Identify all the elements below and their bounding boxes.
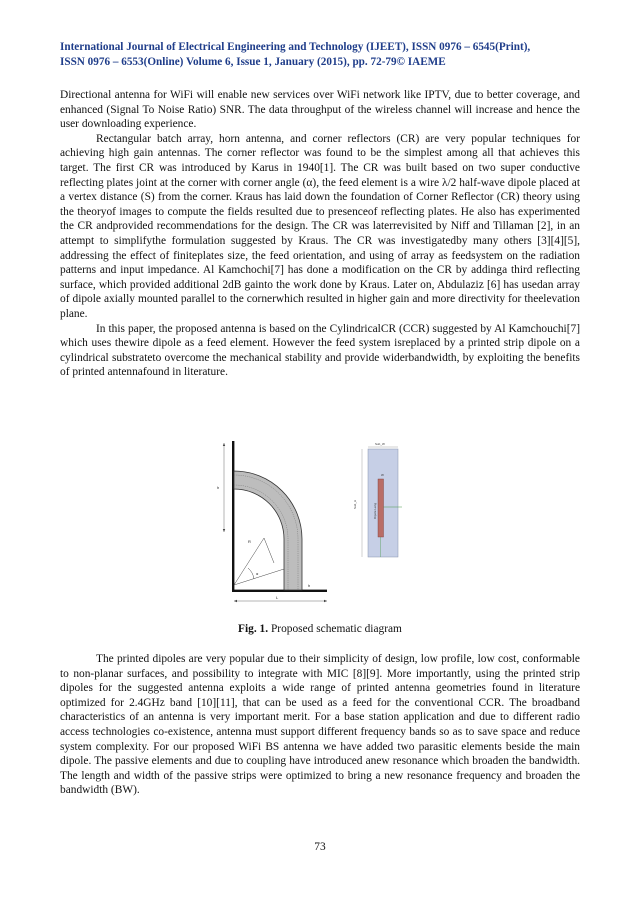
label-sub-width: Sub_W <box>375 442 385 446</box>
label-strip-width: W <box>381 473 384 477</box>
figure-caption <box>60 623 580 635</box>
schematic-svg <box>212 437 440 609</box>
radius-line <box>234 538 264 585</box>
paragraph: The printed dipoles are very popular due to their simplicity of design, low profile, low cost, conformable to non-planar surfaces, and possibility to integrate with MIC [8][9]. More importantly, using the printed strip dipoles for the suggested antenna exploits a wide range of printed antenna geometries found in literature optimized for 2.4GHz band [10][11], that can be used as a feed for the conventional CCR. The broadband characteristics of an antenna is very important merit. For a base station application and due to different radio access technologies co-existence, antenna must support different frequency bands so as to save space and reduce system complexity. For our proposed WiFi BS antenna we have added two parasitic elements beside the main dipole. The passive elements and due to coupling have introduced anew resonance which broaden the bandwidth. The length and width of the passive strips were optimized to bring a new resonance frequency and broaden the bandwidth (BW). <box>60 653 580 797</box>
label-h-bottom: h <box>308 583 311 588</box>
journal-header <box>60 40 580 70</box>
paragraph: Rectangular batch array, horn antenna, and corner reflectors (CR) are very popular techniques for achieving high gain antennas. The corner reflector was found to be the simplest among all that achieves this target. The first CR was introduced by Karus in 1940[1]. The CR was built based on two super conductive reflecting plates joint at the corner with corner angle (α), the feed element is a wire λ/2 half-wave dipole placed at a vertex distance (S) from the corner. Kraus has laid down the foundation of Corner Reflector (CR) theory using the theoryof images to compute the fields resulted due to presenceof reflecting plates. He also has experimented the CR andprovided recommendations for the design. The CR was laterrevisited by Niff and Tillaman [2], in an attempt to simplifythe formulation suggested by Kraus. The CR was investigatedby many others [3][4][5], addressing the effect of finiteplates size, the feed orientation, and using of array as feedsystem on the radiation patterns and input impedance. Al Kamchochi[7] has done a modification on the CR by addinga third reflecting surface, which provided additional 2dB gainto the work done by Kraus. Later on, Abdulaziz [6] has usedan array of dipole axially mounted parallel to the cornerwhich resulted in higher gain and more directivity for theelevation plane. <box>60 132 580 320</box>
intro-text-block <box>60 88 580 380</box>
angle-arc <box>248 568 254 579</box>
page-number: 73 <box>314 841 326 853</box>
caption-text: Proposed schematic diagram <box>270 623 402 635</box>
paragraph: Directional antenna for WiFi will enable new services over WiFi network like IPTV, due to better coverage, and enhanced (Signal To Noise Ratio) SNR. The data throughput of the wireless channel will increase and hence the user downloading experience. <box>60 89 580 131</box>
label-length: L <box>276 595 279 600</box>
cylindrical-substrate <box>234 471 302 590</box>
vertical-reflector-plate <box>232 441 234 592</box>
horizontal-reflector-plate <box>232 590 327 592</box>
caption-label: Fig. 1. <box>238 623 269 635</box>
label-sub-height: Sub_H <box>353 499 357 509</box>
label-radius: R <box>248 539 251 544</box>
reflector-diagram <box>217 441 327 602</box>
dipole-text-block <box>60 652 580 798</box>
label-alpha: α <box>256 571 259 576</box>
label-dipole-length: Dipole Leng <box>373 502 377 519</box>
schematic-figure <box>212 437 440 609</box>
substrate-diagram <box>353 442 402 557</box>
journal-header-line-2: ISSN 0976 – 6553(Online) Volume 6, Issue 1, January (2015), pp. 72-79© IAEME <box>60 56 446 68</box>
printed-dipole <box>378 479 384 537</box>
journal-header-line-1: International Journal of Electrical Engineering and Technology (IJEET), ISSN 0976 – 6545(Print), <box>60 41 531 53</box>
paragraph: In this paper, the proposed antenna is based on the CylindricalCR (CCR) suggested by Al Kamchouchi[7] which uses thewire dipole as a feed element. However the feed system isreplaced by a printed strip dipole on a cylindrical substrateto overcome the mechanical stability and provide widerbandwidth, by exploiting the benefits of printed antennafound in literature. <box>60 322 580 379</box>
label-h-vertical: h <box>217 485 220 490</box>
